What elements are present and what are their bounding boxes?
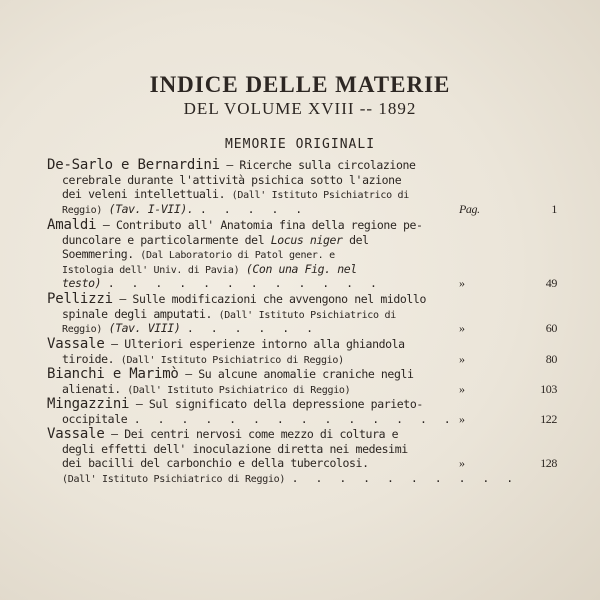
page-number: 122 [540,411,557,426]
entry-institute: Reggio) [62,324,103,336]
page-number: 80 [545,351,557,366]
entry-italic-term: Locus niger [270,232,343,247]
ditto-mark: » [459,411,465,426]
page-number: 128 [540,456,557,471]
page-number: 103 [540,381,557,396]
entry-text: dei bacilli del carbonchio e della tubercolosi. [62,456,369,471]
entry-plates: (Tav. VIII) [108,321,181,336]
page-ref [437,412,557,427]
volume-subtitle: DEL VOLUME XVIII -- 1892 [183,99,417,118]
entry-text: – Sul significato della depressione parieto- [135,397,423,411]
entry-institute: Reggio) [62,204,103,216]
entry-text: cerebrale durante l'attività psichica sotto l'azione [62,172,402,187]
entry-plates: (Tav. I-VII). [108,201,194,216]
page-prefix: Pag. [459,201,480,216]
entry-text: – Contributo all' Anatomia fina della regione pe- [102,218,423,232]
index-title: INDICE DELLE MATERIE [149,72,451,97]
page-ref [437,352,557,367]
entry-text: occipitale [62,411,128,426]
entry-figure-note: (Con una Fig. nel [245,261,357,276]
ditto-mark: » [459,351,465,366]
entry-author: Mingazzini [47,396,130,412]
page-number: 60 [545,321,557,336]
index-entry [47,158,557,216]
entry-text: – Ricerche sulla circolazione [226,158,416,172]
entry-institute: Istologia dell' Univ. di Pavia) [62,264,240,276]
entry-text: spinale degli amputati. [62,306,213,321]
entry-text: alienati. [62,381,121,396]
page-ref [437,202,557,217]
entry-text: degli effetti dell' inoculazione diretta nei medesimi [62,441,408,456]
index-entry [47,397,557,426]
entry-text: dei veleni intellettuali. [62,187,226,202]
entry-author: Amaldi [47,217,97,233]
entry-institute: (Dall' Istituto Psichiatrico di [218,309,396,321]
page-number: 1 [551,201,557,216]
leader-dots: . . . . . . . . . . . . . . [133,411,456,426]
entry-author: De-Sarlo e Bernardini [47,157,220,173]
ditto-mark: » [459,456,465,471]
entry-author: Vassale [47,336,105,352]
page-ref [437,382,557,397]
index-entry [47,292,557,336]
entry-figure-note: testo) [62,276,102,291]
entry-author: Pellizzi [47,291,113,307]
entry-institute: (Dall' Istituto Psichiatrico di Reggio) [127,384,351,396]
entry-institute: (Dal Laboratorio di Patol gener. e [140,250,335,262]
ditto-mark: » [459,321,465,336]
entry-text: – Su alcune anomalie craniche negli [185,367,414,381]
entry-text: – Sulle modificazioni che avvengono nel midollo [119,292,426,306]
entry-author: Vassale [47,426,105,442]
entry-text: Soemmering. [62,247,134,262]
entry-text: – Ulteriori esperienze intorno alla ghiandola [111,337,405,351]
entry-text: – Dei centri nervosi come mezzo di coltura e [111,427,399,441]
entry-text: duncolare e particolarmente del [62,232,265,247]
leader-dots: . . . . . . . . . . [291,470,519,485]
section-heading: MEMORIE ORIGINALI [224,137,376,152]
index-entry [47,427,557,485]
entry-institute: (Dall' Istituto Psichiatrico di [231,190,409,202]
page-ref [437,456,557,471]
entry-text: tiroide. [62,351,115,366]
index-entry [47,218,557,291]
entry-author: Bianchi e Marimò [47,366,179,382]
page-ref [437,276,557,291]
entry-institute: (Dall' Istituto Psichiatrico di Reggio) [62,473,286,485]
leader-dots: . . . . . . [186,321,319,336]
entry-text: del [349,232,369,247]
index-entry [47,337,557,366]
ditto-mark: » [459,381,465,396]
ditto-mark: » [459,276,465,291]
page-ref [437,321,557,336]
leader-dots: . . . . . [199,201,308,216]
leader-dots: . . . . . . . . . . . . [107,276,382,291]
index-entry [47,367,557,396]
page-number: 49 [545,276,557,291]
entry-institute: (Dall' Istituto Psichiatrico di Reggio) [120,354,344,366]
